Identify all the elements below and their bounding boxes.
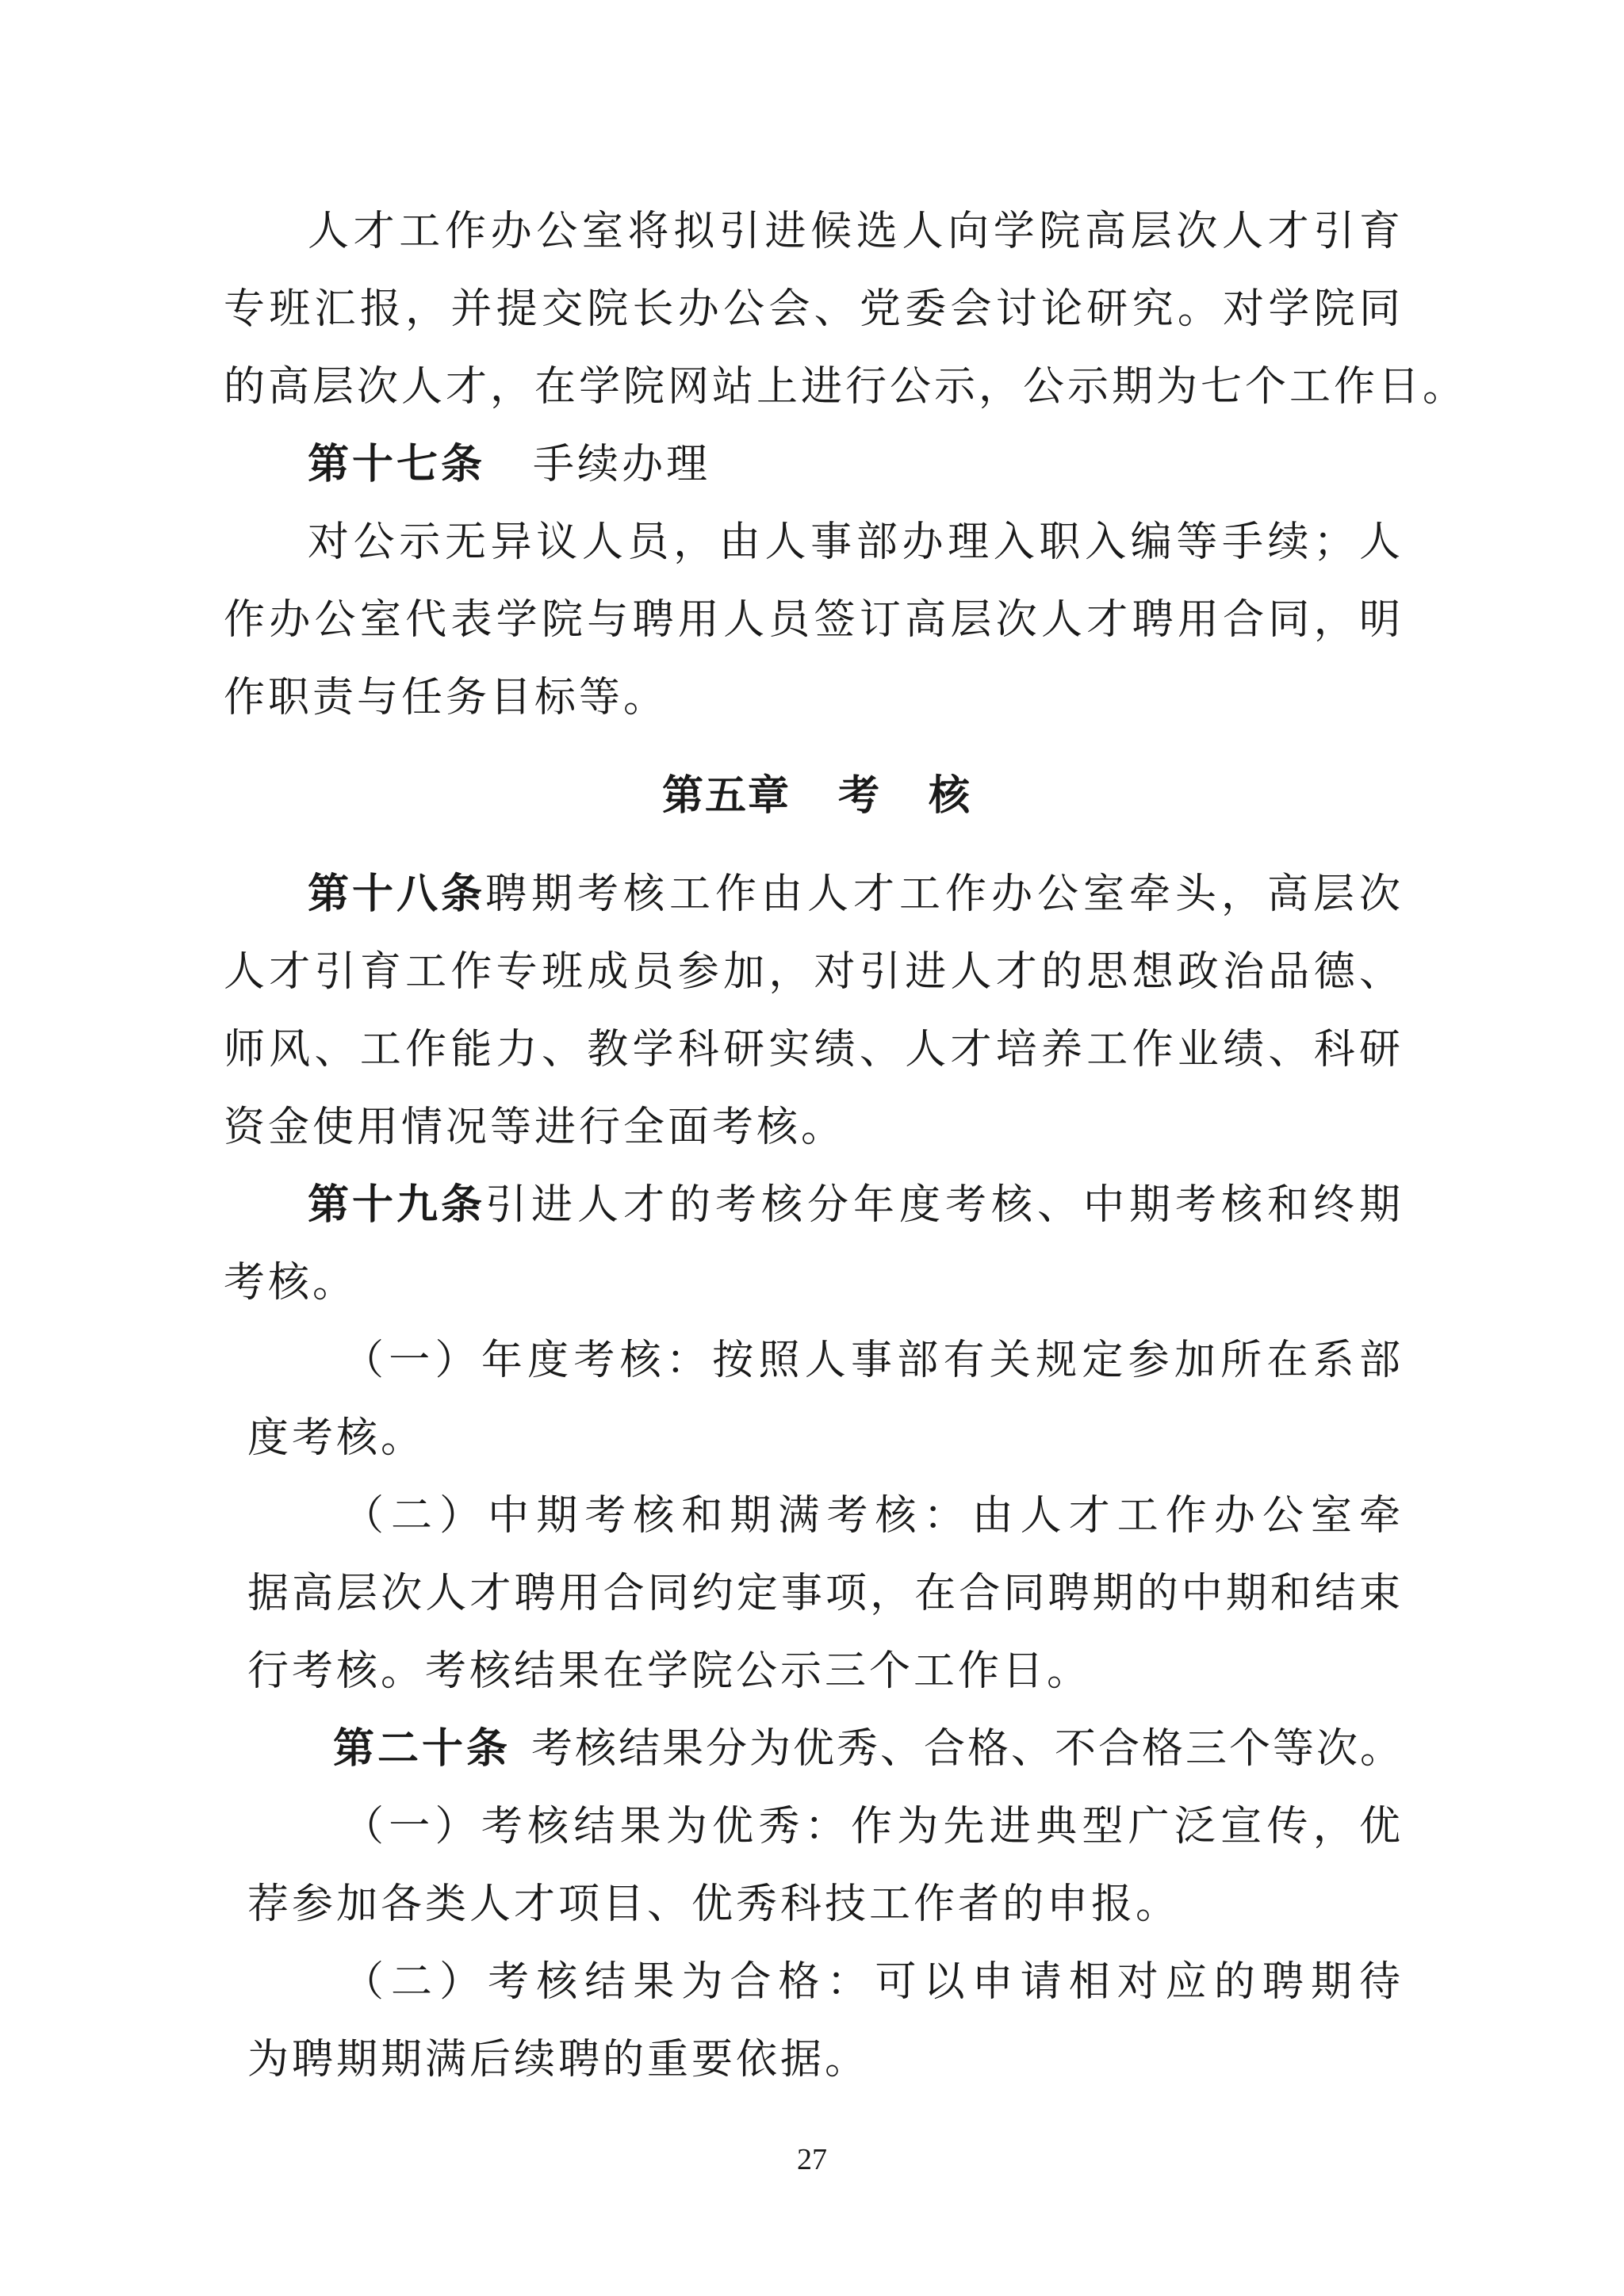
article-title: 第十九条: [308, 1181, 486, 1229]
list-item-line: （二）中期考核和期满考核：由人才工作办公室牵: [343, 1492, 1404, 1540]
article-title: 第十七条: [308, 440, 486, 488]
chapter-heading: [662, 771, 971, 821]
paragraph-line: 专班汇报，并提交院长办公会、党委会讨论研究。对学院同: [224, 285, 1404, 333]
paragraph-line: 人才引育工作专班成员参加，对引进人才的思想政治品德、: [224, 948, 1404, 996]
article-title: 第二十条: [333, 1724, 511, 1773]
paragraph-line: 作职责与任务目标等。: [224, 674, 668, 721]
article-19-first-line: [308, 1180, 1404, 1230]
list-item-line: （一）年度考核：按照人事部有关规定参加所在系部: [343, 1337, 1404, 1384]
page-number: 27: [797, 2143, 827, 2176]
chapter-title-char: 考: [838, 771, 882, 820]
article-text: 手续办理: [533, 441, 711, 488]
article-18-first-line: [308, 869, 1404, 920]
article-title: 第十八条: [308, 870, 486, 918]
list-item-line: 荐参加各类人才项目、优秀科技工作者的申报。: [247, 1881, 1181, 1928]
list-item-line: 据高层次人才聘用合同约定事项，在合同聘期的中期和结束: [247, 1570, 1404, 1617]
list-item-line: 行考核。考核结果在学院公示三个工作日。: [247, 1647, 1092, 1695]
list-item-line: （一）考核结果为优秀：作为先进典型广泛宣传，优: [343, 1803, 1404, 1850]
list-item-line: 为聘期期满后续聘的重要依据。: [247, 2036, 870, 2084]
list-item-line: （二）考核结果为合格：可以申请相对应的聘期待: [343, 1958, 1404, 2006]
article-text: 引进人才的考核分年度考核、中期考核和终期: [485, 1181, 1406, 1229]
paragraph-line: 人才工作办公室将拟引进候选人向学院高层次人才引育: [308, 208, 1404, 255]
paragraph-line: 作办公室代表学院与聘用人员签订高层次人才聘用合同，明: [224, 596, 1404, 644]
article-17-heading: [308, 439, 710, 490]
paragraph-line: 师风、工作能力、教学科研实绩、人才培养工作业绩、科研: [224, 1026, 1404, 1073]
article-text: 考核结果分为优秀、合格、不合格三个等次。: [530, 1725, 1404, 1773]
list-item-line: 度考核。: [247, 1414, 426, 1462]
article-text: 聘期考核工作由人才工作办公室牵头，高层次: [485, 871, 1406, 918]
paragraph-line: 的高层次人才，在学院网站上进行公示，公示期为七个工作日。: [224, 363, 1468, 411]
paragraph-line: 考核。: [224, 1259, 358, 1307]
paragraph-line: 对公示无异议人员，由人事部办理入职入编等手续；人: [308, 519, 1404, 566]
chapter-title-char: 核: [929, 771, 972, 820]
paragraph-line: 资金使用情况等进行全面考核。: [224, 1104, 846, 1151]
article-20-first-line: [333, 1724, 1404, 1774]
chapter-label: 第五章: [662, 771, 791, 820]
